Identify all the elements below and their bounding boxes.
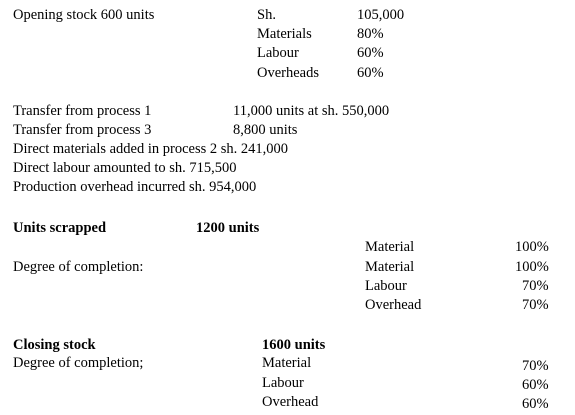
scrapped-row-pct: 100%	[515, 239, 549, 255]
closing-stock-units: 1600 units	[262, 337, 326, 353]
scrapped-row-name: Material	[365, 239, 415, 255]
scrapped-row-name: Material	[365, 259, 415, 275]
closing-degree-label: Degree of completion;	[13, 355, 144, 371]
transfer-1-label: Transfer from process 1	[13, 103, 152, 119]
closing-row-pct: 70%	[522, 358, 549, 374]
opening-row-name: Labour	[257, 45, 299, 61]
opening-currency: Sh.	[257, 7, 276, 23]
closing-row-name: Labour	[262, 375, 304, 391]
closing-row-pct: 60%	[522, 396, 549, 412]
direct-labour-line: Direct labour amounted to sh. 715,500	[13, 160, 237, 176]
opening-stock-label: Opening stock 600 units	[13, 7, 155, 23]
closing-stock-label: Closing stock	[13, 337, 96, 353]
scrapped-row-pct: 70%	[522, 297, 549, 313]
scrapped-row-name: Labour	[365, 278, 407, 294]
opening-row-name: Materials	[257, 26, 312, 42]
opening-row-pct: 60%	[357, 45, 384, 61]
scrapped-row-name: Overhead	[365, 297, 422, 313]
production-overhead-line: Production overhead incurred sh. 954,000	[13, 179, 257, 195]
units-scrapped-label: Units scrapped	[13, 220, 107, 236]
opening-amount: 105,000	[357, 7, 405, 23]
scrapped-degree-label: Degree of completion:	[13, 259, 144, 275]
closing-row-name: Overhead	[262, 394, 319, 410]
closing-row-name: Material	[262, 355, 312, 371]
opening-row-pct: 80%	[357, 26, 384, 42]
scrapped-row-pct: 100%	[515, 259, 549, 275]
scrapped-row-pct: 70%	[522, 278, 549, 294]
opening-row-pct: 60%	[357, 65, 384, 81]
transfer-2-label: Transfer from process 3	[13, 122, 152, 138]
opening-row-name: Overheads	[257, 65, 320, 81]
transfer-2-value: 8,800 units	[233, 122, 298, 138]
units-scrapped-count: 1200 units	[196, 220, 260, 236]
direct-materials-line: Direct materials added in process 2 sh. 241,000	[13, 141, 289, 157]
closing-row-pct: 60%	[522, 377, 549, 393]
transfer-1-value: 11,000 units at sh. 550,000	[233, 103, 390, 119]
